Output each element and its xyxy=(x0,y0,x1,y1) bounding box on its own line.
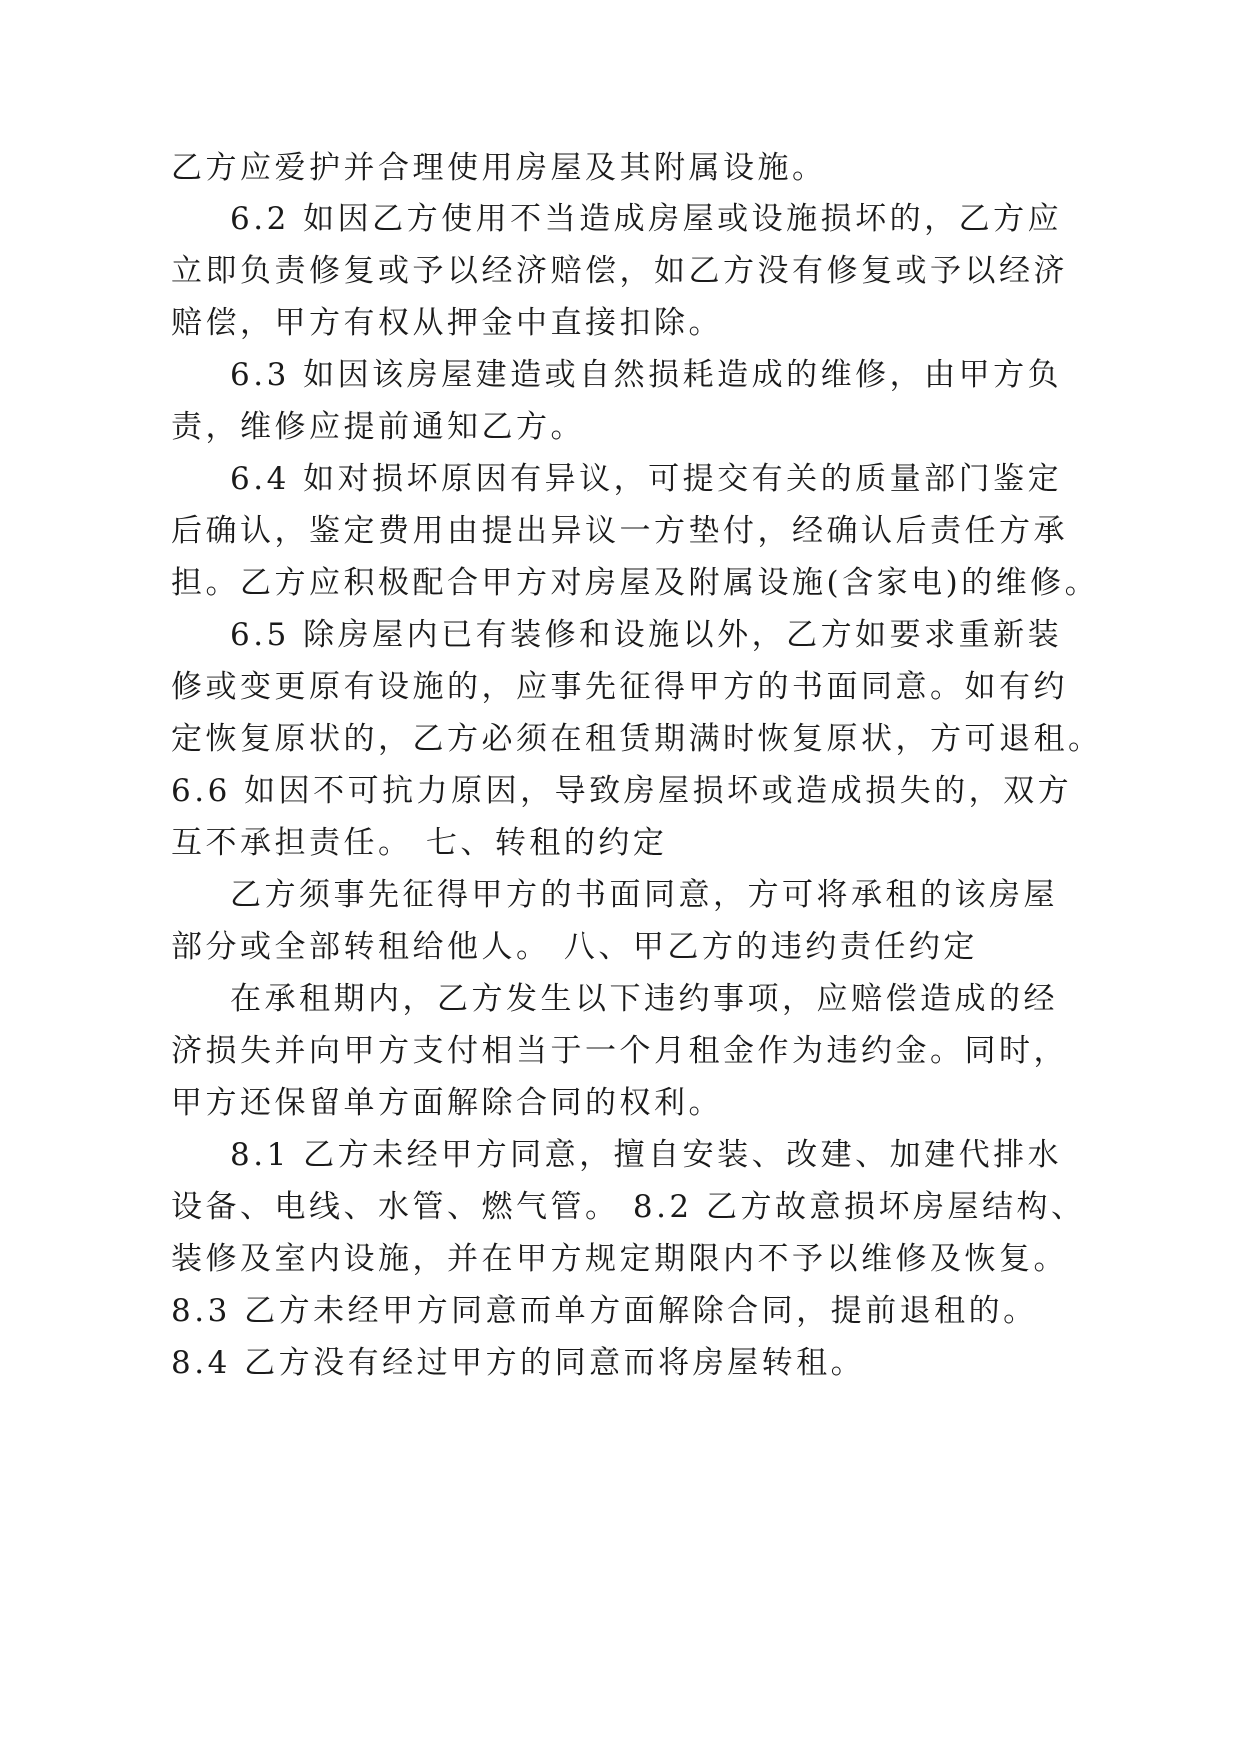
text-line: 定恢复原状的，乙方必须在租赁期满时恢复原状，方可退租。 xyxy=(171,721,1103,757)
text-line: 6.5 除房屋内已有装修和设施以外，乙方如要求重新装 xyxy=(230,617,1063,653)
text-line: 赔偿，甲方有权从押金中直接扣除。 xyxy=(171,305,723,341)
text-line: 6.2 如因乙方使用不当造成房屋或设施损坏的，乙方应 xyxy=(230,201,1063,237)
text-line: 8.4 乙方没有经过甲方的同意而将房屋转租。 xyxy=(171,1345,866,1381)
text-line: 责，维修应提前通知乙方。 xyxy=(171,409,585,445)
text-line: 互不承担责任。 七、转租的约定 xyxy=(171,825,668,861)
text-line: 设备、电线、水管、燃气管。 8.2 乙方故意损坏房屋结构、 xyxy=(171,1189,1086,1225)
text-line: 乙方须事先征得甲方的书面同意，方可将承租的该房屋 xyxy=(230,877,1058,913)
text-line: 在承租期内，乙方发生以下违约事项，应赔偿造成的经 xyxy=(230,981,1058,1017)
text-line: 6.6 如因不可抗力原因，导致房屋损坏或造成损失的，双方 xyxy=(171,773,1073,809)
text-line: 乙方应爱护并合理使用房屋及其附属设施。 xyxy=(171,150,827,186)
text-line: 修或变更原有设施的，应事先征得甲方的书面同意。如有约 xyxy=(171,669,1068,705)
text-line: 6.3 如因该房屋建造或自然损耗造成的维修，由甲方负 xyxy=(230,357,1063,393)
text-line: 立即负责修复或予以经济赔偿，如乙方没有修复或予以经济 xyxy=(171,253,1068,289)
text-line: 装修及室内设施，并在甲方规定期限内不予以维修及恢复。 xyxy=(171,1241,1068,1277)
text-line: 6.4 如对损坏原因有异议，可提交有关的质量部门鉴定 xyxy=(230,461,1063,497)
text-line: 部分或全部转租给他人。 八、甲乙方的违约责任约定 xyxy=(171,929,978,965)
text-line: 甲方还保留单方面解除合同的权利。 xyxy=(171,1085,723,1121)
text-line: 8.1 乙方未经甲方同意，擅自安装、改建、加建代排水 xyxy=(230,1137,1063,1173)
text-line: 后确认，鉴定费用由提出异议一方垫付，经确认后责任方承 xyxy=(171,513,1068,549)
text-line: 8.3 乙方未经甲方同意而单方面解除合同，提前退租的。 xyxy=(171,1293,1038,1329)
text-line: 担。乙方应积极配合甲方对房屋及附属设施(含家电)的维修。 xyxy=(171,565,1100,601)
text-line: 济损失并向甲方支付相当于一个月租金作为违约金。同时， xyxy=(171,1033,1068,1069)
